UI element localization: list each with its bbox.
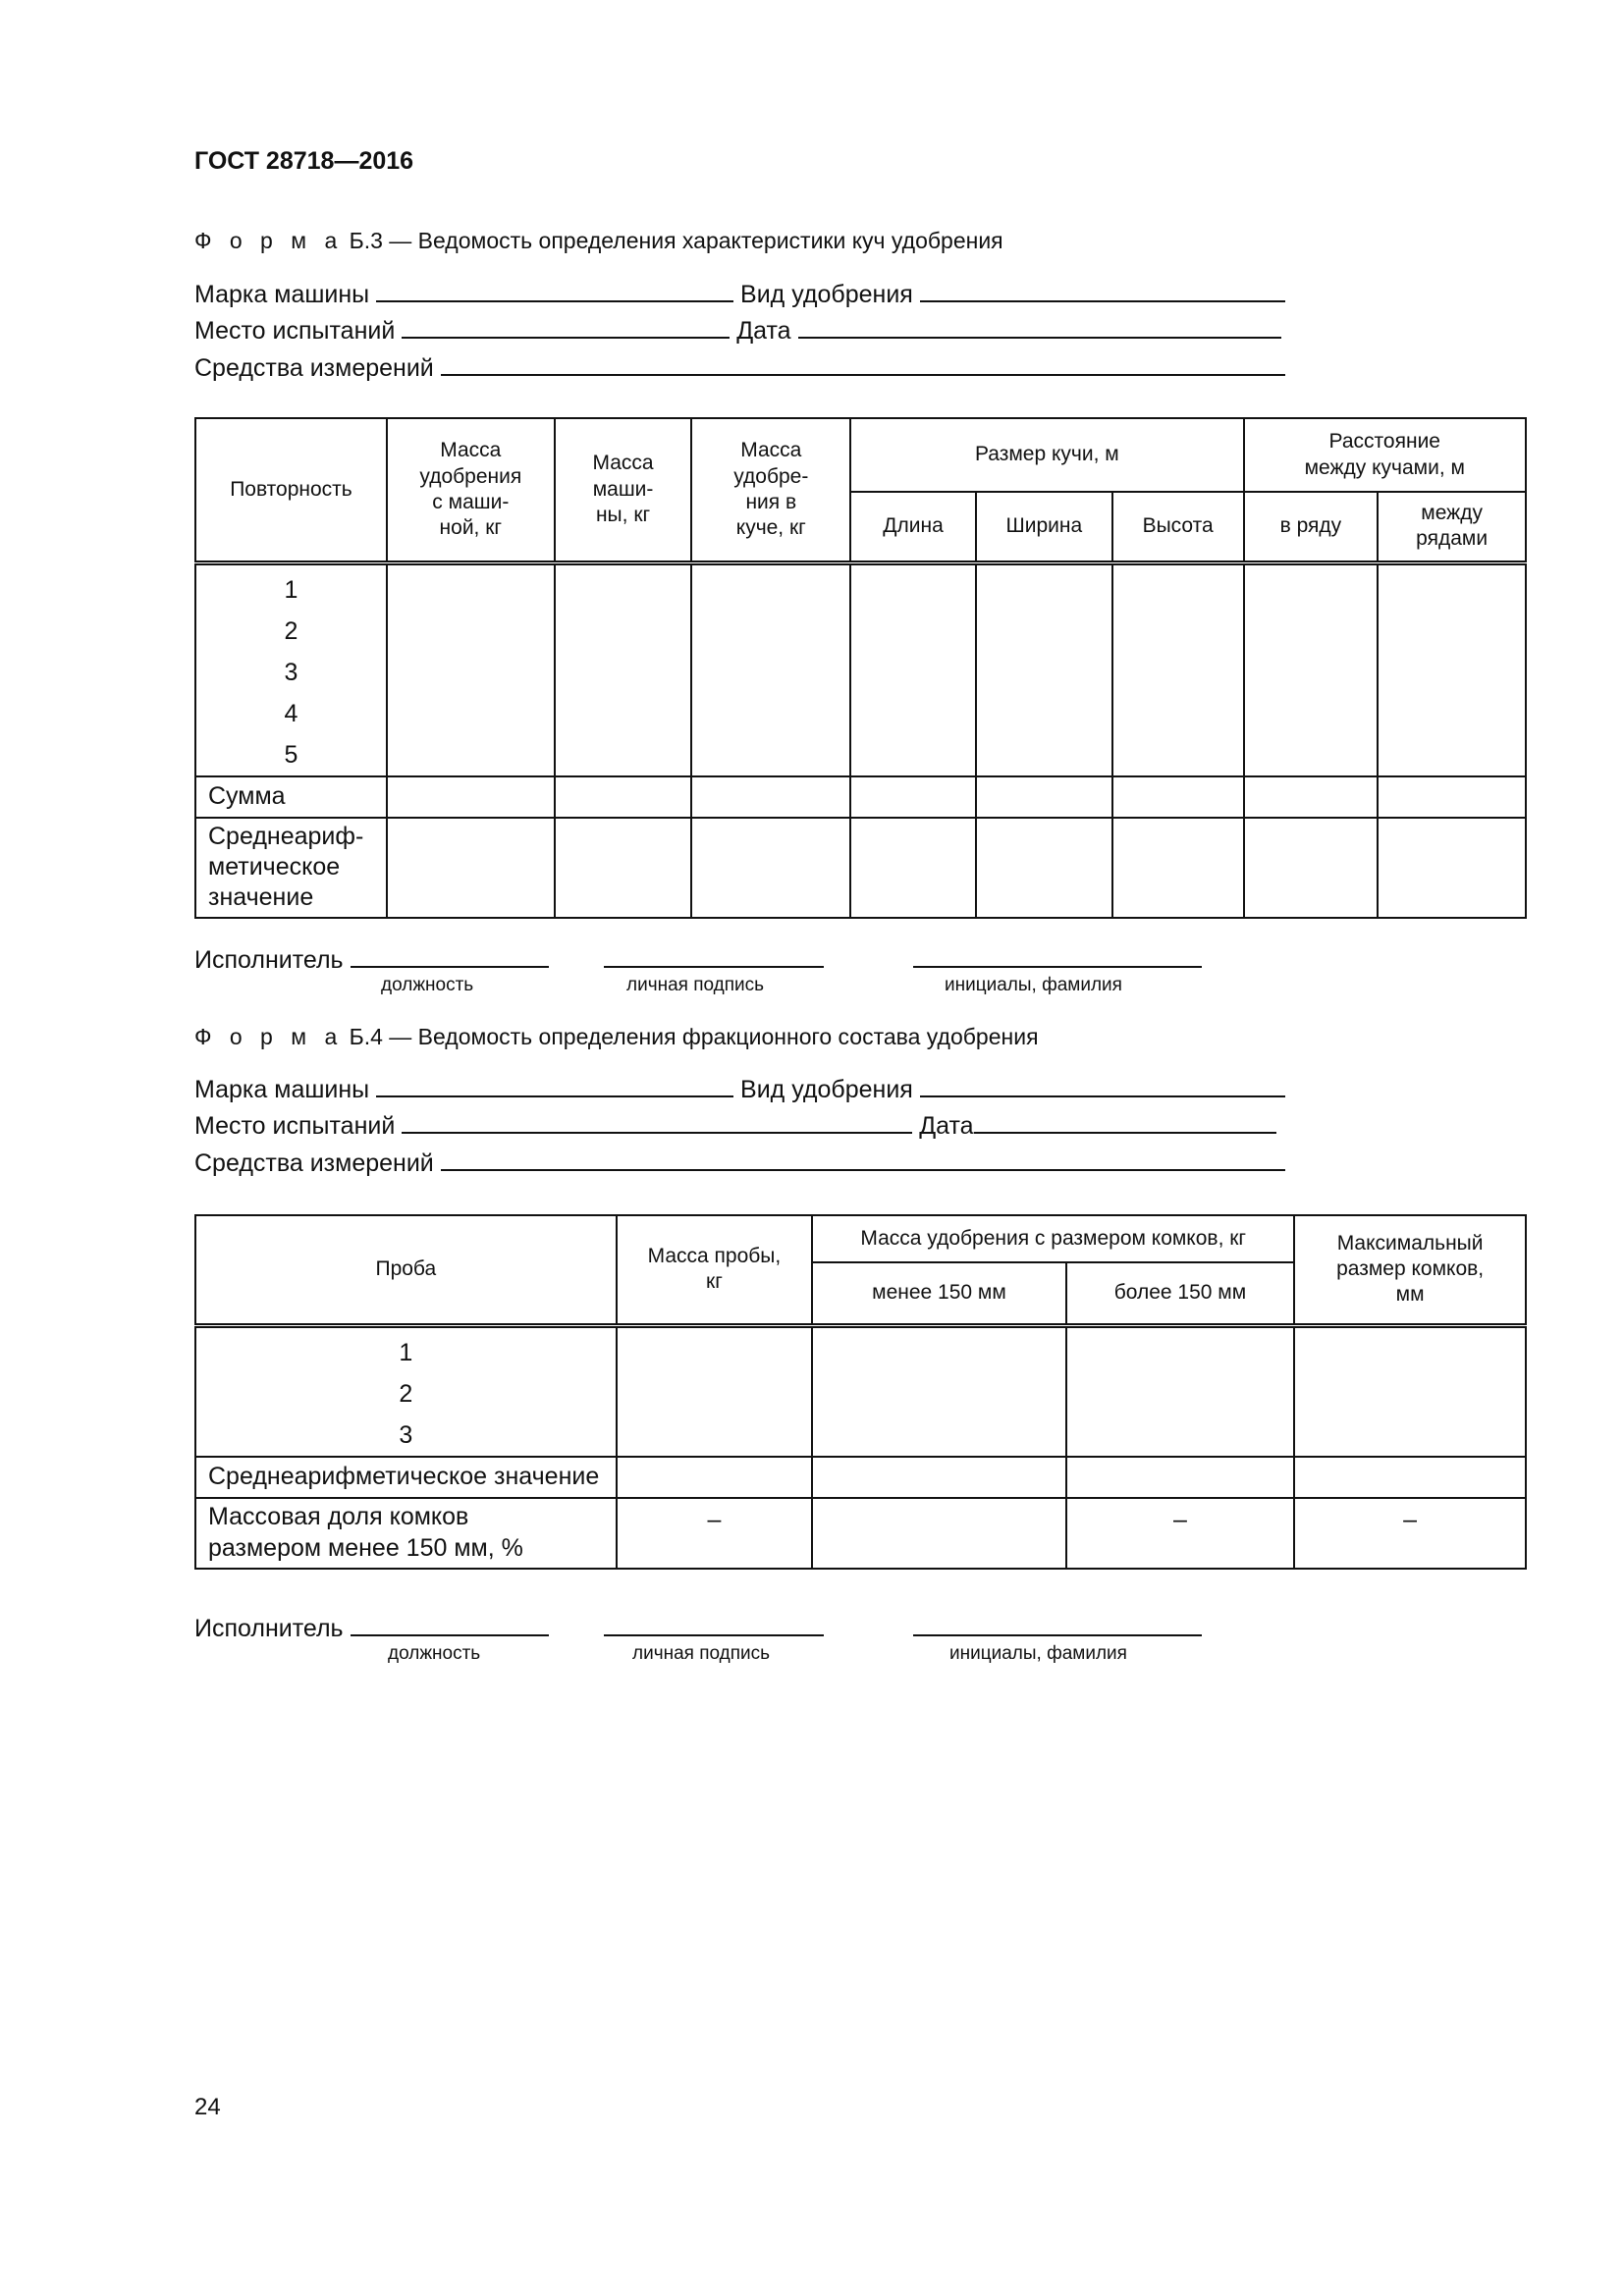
table-cell[interactable] (976, 818, 1112, 918)
name-caption: инициалы, фамилия (945, 975, 1122, 995)
form-b3-table (194, 417, 1527, 919)
fertilizer-blank[interactable] (920, 279, 1285, 302)
form-b3-signature (194, 944, 1202, 975)
form-b3-title-prefix: Ф о р м а (194, 228, 344, 253)
table-cell[interactable] (691, 562, 850, 776)
fertilizer-label: Вид удобрения (740, 281, 913, 308)
table-cell[interactable] (387, 562, 555, 776)
position-blank[interactable] (351, 1613, 549, 1636)
signature-blank[interactable] (604, 1613, 824, 1636)
table-cell[interactable] (555, 776, 692, 818)
table-cell[interactable] (1112, 776, 1244, 818)
table-cell[interactable] (1066, 1457, 1295, 1498)
table-cell[interactable] (1112, 818, 1244, 918)
table-cell[interactable] (387, 818, 555, 918)
table-cell[interactable] (850, 818, 976, 918)
instruments-blank[interactable] (441, 352, 1285, 376)
header-sample: Проба (195, 1215, 617, 1325)
table-cell[interactable] (1294, 1457, 1526, 1498)
date-label: Дата (919, 1112, 974, 1140)
table-cell[interactable] (617, 1457, 813, 1498)
form-b4-table (194, 1214, 1527, 1570)
table-cell[interactable] (1112, 562, 1244, 776)
header-height: Высота (1112, 492, 1244, 562)
form-b4-field-row-3 (194, 1148, 1285, 1178)
table-cell[interactable] (555, 818, 692, 918)
form-b3-title (194, 228, 1003, 254)
header-mass-with-machine: Масса удобрения с маши- ной, кг (387, 418, 555, 562)
instruments-label: Средства измерений (194, 1149, 434, 1177)
header-sample-mass: Масса пробы, кг (617, 1215, 813, 1325)
table-row (195, 1457, 1526, 1498)
table-cell[interactable] (1244, 818, 1379, 918)
header-heap-mass: Масса удобре- ния в куче, кг (691, 418, 850, 562)
table-cell[interactable] (555, 562, 692, 776)
table-row (195, 562, 1526, 776)
header-more-150: более 150 мм (1066, 1262, 1295, 1325)
date-blank[interactable] (974, 1110, 1276, 1134)
form-b3-title-text: Б.3 — Ведомость определения характеристики куч удобрения (343, 228, 1003, 253)
table-row (195, 776, 1526, 818)
form-b4-field-row-2 (194, 1110, 1276, 1141)
page-number: 24 (194, 2094, 221, 2120)
form-b4-signature (194, 1613, 1202, 1643)
header-in-row: в ряду (1244, 492, 1379, 562)
table-cell[interactable] (976, 776, 1112, 818)
dash-cell: – (617, 1498, 813, 1569)
dash-cell: – (1066, 1498, 1295, 1569)
machine-label: Марка машины (194, 281, 370, 308)
table-cell[interactable] (617, 1325, 813, 1457)
form-b4-field-row-1 (194, 1074, 1285, 1104)
row-mean-label: Среднеарифметическое значение (195, 1457, 617, 1498)
signature-label: Исполнитель (194, 946, 344, 974)
date-label: Дата (736, 317, 791, 345)
signature-blank[interactable] (604, 944, 824, 968)
header-length: Длина (850, 492, 976, 562)
table-cell[interactable] (812, 1325, 1065, 1457)
form-b3-field-row-3 (194, 352, 1285, 383)
table-cell[interactable] (387, 776, 555, 818)
place-blank[interactable] (402, 1110, 912, 1134)
table-row (195, 1325, 1526, 1457)
table-cell[interactable] (691, 776, 850, 818)
sample-numbers: 1 2 3 (195, 1325, 617, 1457)
signature-label: Исполнитель (194, 1615, 344, 1642)
row-share-label: Массовая доля комков размером менее 150 мм, % (195, 1498, 617, 1569)
table-cell[interactable] (850, 776, 976, 818)
position-caption: должность (381, 975, 474, 995)
form-b4-title-prefix: Ф о р м а (194, 1024, 344, 1049)
table-cell[interactable] (976, 562, 1112, 776)
table-cell[interactable] (850, 562, 976, 776)
machine-label: Марка машины (194, 1076, 370, 1103)
header-max-size: Максимальный размер комков, мм (1294, 1215, 1526, 1325)
header-distance-group: Расстояние между кучами, м (1244, 418, 1526, 492)
name-caption: инициалы, фамилия (949, 1643, 1127, 1664)
row-sum-label: Сумма (195, 776, 387, 818)
table-cell[interactable] (691, 818, 850, 918)
table-row (195, 1498, 1526, 1569)
header-between-rows: между рядами (1378, 492, 1526, 562)
date-blank[interactable] (798, 315, 1281, 339)
table-cell[interactable] (1244, 776, 1379, 818)
form-b3-field-row-1 (194, 279, 1285, 309)
header-heap-size-group: Размер кучи, м (850, 418, 1243, 492)
place-label: Место испытаний (194, 317, 396, 345)
table-cell[interactable] (1378, 818, 1526, 918)
machine-blank[interactable] (376, 279, 733, 302)
header-repeat: Повторность (195, 418, 387, 562)
name-blank[interactable] (913, 944, 1202, 968)
table-cell[interactable] (812, 1457, 1065, 1498)
table-cell[interactable] (1244, 562, 1379, 776)
form-b4-title (194, 1024, 1039, 1050)
table-cell[interactable] (1066, 1325, 1295, 1457)
header-machine-mass: Масса маши- ны, кг (555, 418, 692, 562)
signature-caption: личная подпись (626, 975, 765, 995)
position-caption: должность (388, 1643, 481, 1664)
instruments-label: Средства измерений (194, 354, 434, 382)
repeat-numbers: 1 2 3 4 5 (195, 562, 387, 776)
header-fraction-group: Масса удобрения с размером комков, кг (812, 1215, 1294, 1262)
place-blank[interactable] (402, 315, 730, 339)
header-width: Ширина (976, 492, 1112, 562)
header-less-150: менее 150 мм (812, 1262, 1065, 1325)
dash-cell: – (1294, 1498, 1526, 1569)
fertilizer-label: Вид удобрения (740, 1076, 913, 1103)
row-mean-label: Среднеариф- метическое значение (195, 818, 387, 918)
table-row (195, 818, 1526, 918)
name-blank[interactable] (913, 1613, 1202, 1636)
form-b4-title-text: Б.4 — Ведомость определения фракционного состава удобрения (343, 1024, 1039, 1049)
machine-blank[interactable] (376, 1074, 733, 1097)
signature-caption: личная подпись (632, 1643, 771, 1664)
table-cell[interactable] (1378, 776, 1526, 818)
position-blank[interactable] (351, 944, 549, 968)
form-b3-field-row-2 (194, 315, 1281, 346)
table-cell[interactable] (812, 1498, 1065, 1569)
place-label: Место испытаний (194, 1112, 396, 1140)
document-id: ГОСТ 28718—2016 (194, 147, 414, 175)
table-cell[interactable] (1294, 1325, 1526, 1457)
instruments-blank[interactable] (441, 1148, 1285, 1171)
table-cell[interactable] (1378, 562, 1526, 776)
fertilizer-blank[interactable] (920, 1074, 1285, 1097)
